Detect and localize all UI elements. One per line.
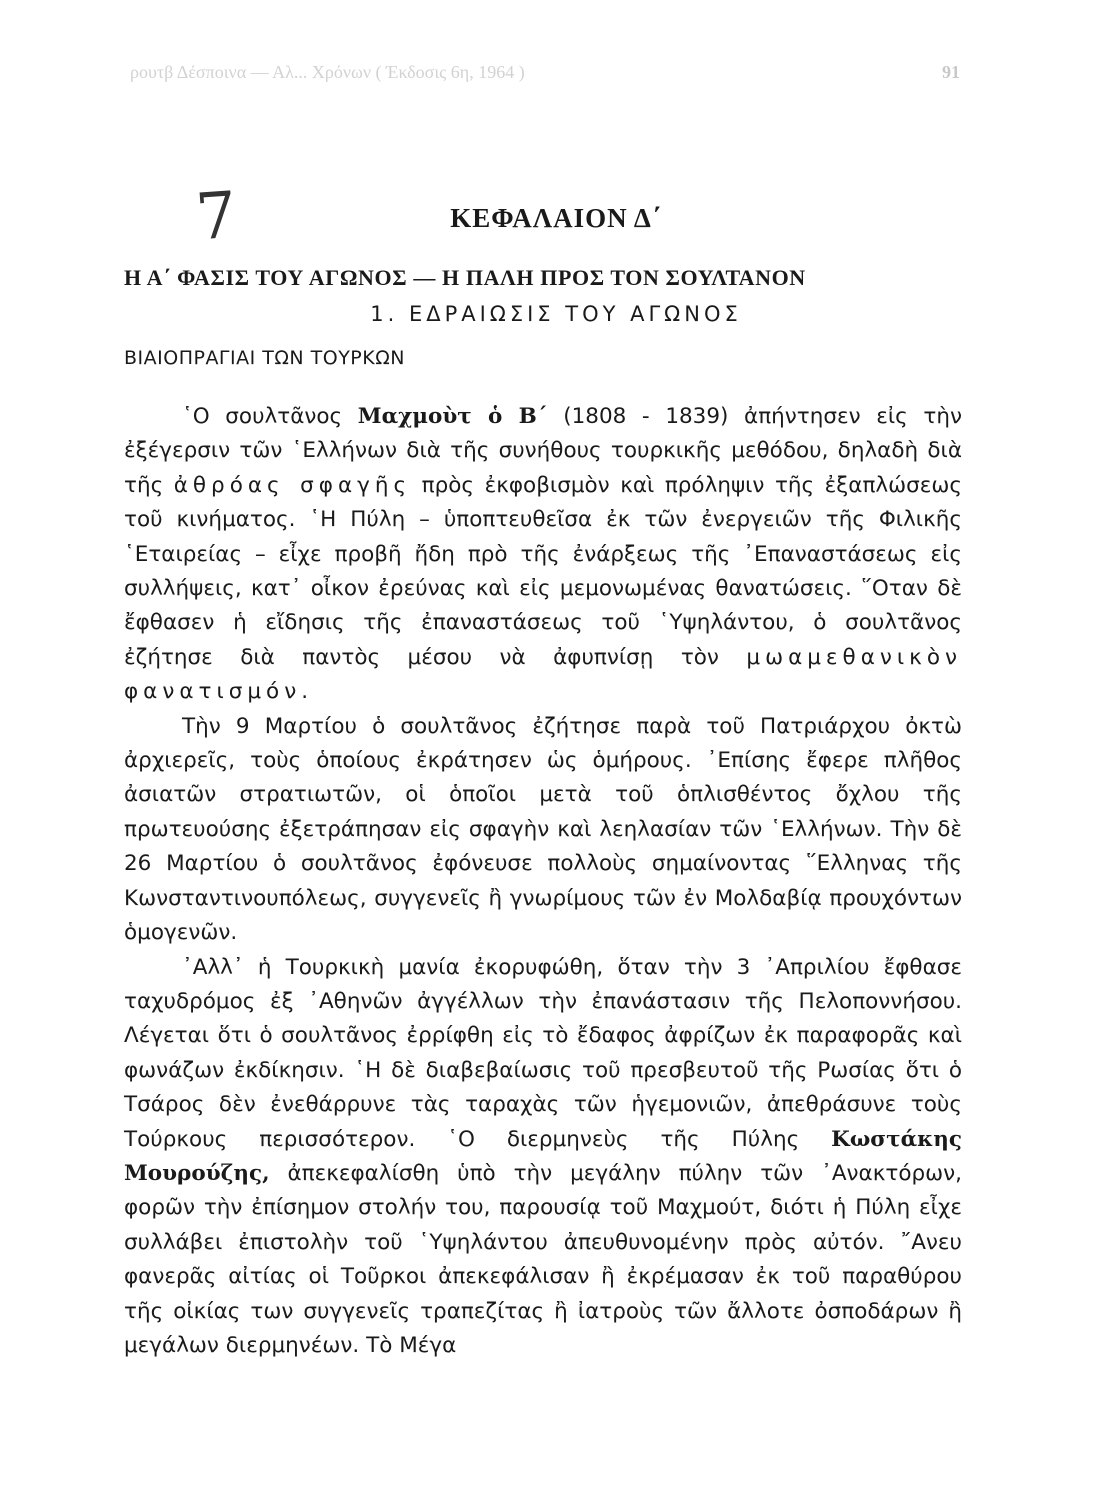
chapter-subtitle: Η Α΄ ΦΑΣΙΣ ΤΟΥ ΑΓΩΝΟΣ — Η ΠΑΛΗ ΠΡΟΣ ΤΟΝ ΣΟΥΛΤΑΝΟΝ bbox=[124, 265, 806, 290]
page-number: 91 bbox=[942, 62, 960, 82]
p1-text-c: (1808 - 1839) ἀπήντησεν εἰς τὴν ἐξέγερσιν τῶν ῾Ελλήνων διὰ τῆς συνήθους τουρκικῆς μεθόδου, δηλαδὴ διὰ τῆς bbox=[124, 404, 962, 498]
p3-text-a: ᾿Αλλ᾿ ἡ Τουρκικὴ μανία ἐκορυφώθη, ὅταν τὴν 3 ᾿Απριλίου ἔφθασε ταχυδρόμος ἐξ ᾿Αθηνῶν ἀγγέλλων τὴν ἐπανάστασιν τῆς Πελοποννήσου. Λέγεται ὅτι ὁ σουλτᾶνος ἐρρίφθη εἰς τὸ ἔδαφος ἀφρίζων ἐκ παραφορᾶς καὶ φωνάζων ἐκδίκησιν. ῾Η δὲ διαβεβαίωσις τοῦ πρεσβευτοῦ τῆς Ρωσίας ὅτι ὁ Τσάρος δὲν ἐνεθάρρυνε τὰς ταραχὰς τῶν ἡγεμονιῶν, ἀπεθράσυνε τοὺς Τούρκους περισσότερον. ῾Ο διερμηνεὺς τῆς Πύλης bbox=[124, 954, 962, 1152]
p3-name-mourouzis: Κωστάκης Μουρούζης, bbox=[124, 1126, 962, 1186]
section-title: 1. ΕΔΡΑΙΩΣΙΣ ΤΟΥ ΑΓΩΝΟΣ bbox=[370, 302, 742, 326]
paragraph-1 bbox=[124, 400, 962, 710]
p1-name-mahmud: Μαχμοὺτ ὁ Β΄ bbox=[357, 404, 548, 429]
bleed-through-text: ρουτβ Δέσποινα — Αλ... Χρόνων ( Έκδοσις 6η, 1964 ) bbox=[130, 62, 525, 82]
subheading: ΒΙΑΙΟΠΡΑΓΙΑΙ ΤΩΝ ΤΟΥΡΚΩΝ bbox=[124, 347, 405, 369]
p3-text-c: ἀπεκεφαλίσθη ὑπὸ τὴν μεγάλην πύλην τῶν ᾿Ανακτόρων, φορῶν τὴν ἐπίσημον στολήν του, παρουσίᾳ τοῦ Μαχμούτ, διότι ἡ Πύλη εἶχε συλλάβει ἐπιστολὴν τοῦ ῾Υψηλάντου ἀπευθυνομένην πρὸς αὐτόν. ῎Ανευ φανερᾶς αἰτίας οἱ Τοῦρκοι ἀπεκεφάλισαν ἢ ἐκρέμασαν ἐκ τοῦ παραθύρου τῆς οἰκίας των συγγενεῖς τραπεζίτας ἢ ἰατροὺς τῶν ἄλλοτε ὀσποδάρων ἢ μεγάλων διερμηνέων. Τὸ Μέγα bbox=[124, 1160, 962, 1358]
p1-text-a: ῾Ο σουλτᾶνος bbox=[182, 404, 358, 429]
chapter-title: ΚΕΦΑΛΑΙΟΝ Δ΄ bbox=[450, 203, 662, 233]
p1-spaced-massacre: ἀθρόας σφαγῆς bbox=[173, 472, 412, 498]
bleed-through-header bbox=[130, 62, 960, 83]
paragraph-2: Τὴν 9 Μαρτίου ὁ σουλτᾶνος ἐζήτησε παρὰ τοῦ Πατριάρχου ὀκτὼ ἀρχιερεῖς, τοὺς ὁποίους ἐκράτησεν ὡς ὁμήρους. ᾿Επίσης ἔφερε πλῆθος ἀσιατῶν στρατιωτῶν, οἱ ὁποῖοι μετὰ τοῦ ὁπλισθέντος ὄχλου τῆς πρωτευούσης ἐξετράπησαν εἰς σφαγὴν καὶ λεηλασίαν τῶν ῾Ελλήνων. Τὴν δὲ 26 Μαρτίου ὁ σουλτᾶνος ἐφόνευσε πολλοὺς σημαίνοντας ῞Ελληνας τῆς Κωνσταντινουπόλεως, συγγενεῖς ἢ γνωρίμους τῶν ἐν Μολδαβίᾳ προυχόντων ὁμογενῶν. bbox=[124, 713, 962, 946]
paragraph-3 bbox=[124, 951, 962, 1364]
body-text bbox=[124, 400, 962, 1363]
p1-text-g: . bbox=[301, 679, 309, 705]
p1-spaced-fanaticism: μωαμεθανικὸν φανατισμόν bbox=[124, 644, 962, 705]
handwritten-mark: 7 bbox=[193, 178, 240, 256]
p1-text-e: πρὸς ἐκφοβισμὸν καὶ πρόληψιν τῆς ἐξαπλώσεως τοῦ κινήματος. ῾Η Πύλη – ὑποπτευθεῖσα ἐκ τῶν ἐνεργειῶν τῆς Φιλικῆς ῾Εταιρείας – εἶχε προβῆ ἤδη πρὸ τῆς ἐνάρξεως τῆς ᾿Επαναστάσεως εἰς συλλήψεις, κατ᾿ οἶκον ἐρεύνας καὶ εἰς μεμονωμένας θανατώσεις. ῞Οταν δὲ ἔφθασεν ἡ εἴδησις τῆς ἐπαναστάσεως τοῦ ῾Υψηλάντου, ὁ σουλτᾶνος ἐζήτησε διὰ παντὸς μέσου νὰ ἀφυπνίσῃ τὸν bbox=[124, 472, 962, 670]
